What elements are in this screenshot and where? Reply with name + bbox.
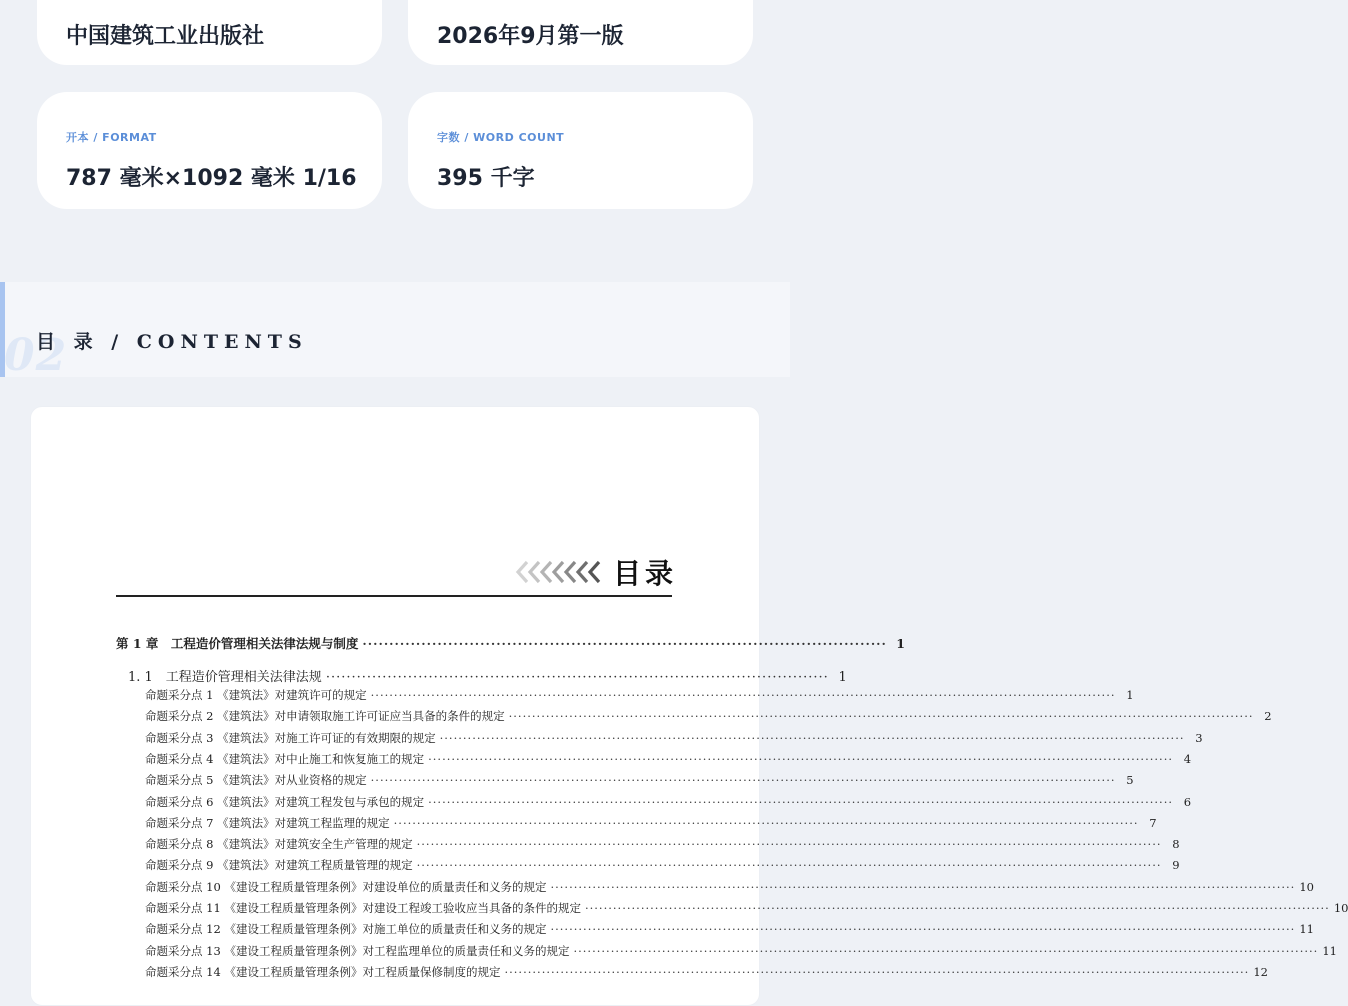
toc-point-page: 10 <box>1333 901 1348 915</box>
toc-point-title: 命题采分点 10 《建设工程质量管理条例》对建设单位的质量责任和义务的规定 <box>145 879 547 894</box>
toc-point-row <box>116 921 1314 941</box>
section-header <box>0 282 790 381</box>
toc-leader-dots: ································································································································································ <box>393 815 1139 830</box>
edition-value: 2026年9月第一版 <box>437 24 624 49</box>
toc-leader-dots: ·································································································· <box>362 636 887 651</box>
toc-point-page: 10 <box>1299 879 1314 894</box>
toc-point-row <box>116 772 1134 792</box>
toc-point-row <box>116 857 1180 877</box>
toc-point-page: 2 <box>1264 709 1272 724</box>
toc-point-title: 命题采分点 7 《建筑法》对建筑工程监理的规定 <box>145 815 390 830</box>
word-count-card <box>408 92 753 209</box>
edition-card <box>408 0 753 65</box>
toc-leader-dots: ································································································································································ <box>439 730 1185 745</box>
toc-leader-dots: ·································································································· <box>325 670 829 685</box>
toc-point-title: 命题采分点 3 《建筑法》对施工许可证的有效期限的规定 <box>145 730 436 745</box>
toc-point-page: 11 <box>1299 922 1314 937</box>
chevrons-icon <box>513 557 605 587</box>
toc-chapter-row <box>116 634 905 654</box>
toc-point-title: 命题采分点 8 《建筑法》对建筑安全生产管理的规定 <box>145 837 413 852</box>
toc-leader-dots: ································································································································································ <box>428 751 1174 766</box>
toc-point-row <box>116 687 1134 707</box>
toc-point-row <box>116 708 1272 728</box>
toc-point-row <box>116 879 1314 899</box>
publisher-value: 中国建筑工业出版社 <box>66 24 265 49</box>
toc-section-title: 1. 1 工程造价管理相关法律法规 <box>128 670 322 685</box>
format-card <box>37 92 382 209</box>
toc-leader-dots: ································································································································································ <box>370 773 1116 788</box>
publisher-card <box>37 0 382 65</box>
toc-point-row <box>116 900 1348 920</box>
toc-leader-dots: ································································································································································ <box>504 964 1250 979</box>
toc-point-row <box>116 794 1192 814</box>
format-value: 787 毫米×1092 毫米 1/16 <box>66 166 357 191</box>
word-count-value: 395 千字 <box>437 166 535 191</box>
toc-leader-dots: ································································································································································ <box>508 709 1254 724</box>
toc-heading: 目录 <box>613 557 678 590</box>
toc-leader-dots: ································································································································································ <box>428 794 1174 809</box>
toc-leader-dots: ································································································································································ <box>370 688 1116 702</box>
toc-leader-dots: ································································································································································ <box>416 858 1162 873</box>
section-number: 02 <box>4 330 68 381</box>
section-title: 目 录 / CONTENTS <box>36 331 308 353</box>
toc-point-page: 1 <box>1126 688 1134 702</box>
toc-point-title: 命题采分点 2 《建筑法》对申请领取施工许可证应当具备的条件的规定 <box>145 709 505 724</box>
toc-point-page: 12 <box>1253 964 1268 979</box>
toc-point-title: 命题采分点 12 《建设工程质量管理条例》对施工单位的质量责任和义务的规定 <box>145 922 547 937</box>
toc-point-title: 命题采分点 11 《建设工程质量管理条例》对建设工程竣工验收应当具备的条件的规定 <box>145 901 581 915</box>
toc-chapter-title: 第 1 章 工程造价管理相关法律法规与制度 <box>116 636 359 651</box>
toc-point-title: 命题采分点 9 《建筑法》对建筑工程质量管理的规定 <box>145 858 413 873</box>
toc-header-rule <box>116 595 672 597</box>
toc-section-page: 1 <box>838 670 847 685</box>
toc-point-title: 命题采分点 14 《建设工程质量管理条例》对工程质量保修制度的规定 <box>145 964 501 979</box>
toc-point-row <box>116 964 1268 984</box>
toc-leader-dots: ································································································································································ <box>416 837 1162 852</box>
toc-leader-dots: ································································································································································ <box>584 901 1330 915</box>
toc-leader-dots: ································································································································································ <box>573 943 1319 958</box>
toc-point-title: 命题采分点 13 《建设工程质量管理条例》对工程监理单位的质量责任和义务的规定 <box>145 943 570 958</box>
toc-point-page: 8 <box>1172 837 1180 852</box>
toc-point-page: 4 <box>1183 751 1192 766</box>
word-count-label: 字数 / WORD COUNT <box>437 131 565 144</box>
toc-point-row <box>116 943 1337 963</box>
toc-point-page: 6 <box>1183 794 1192 809</box>
toc-chapter-page: 1 <box>896 636 905 651</box>
toc-point-title: 命题采分点 1 《建筑法》对建筑许可的规定 <box>145 688 367 702</box>
toc-point-title: 命题采分点 6 《建筑法》对建筑工程发包与承包的规定 <box>145 794 425 809</box>
toc-page-image <box>30 406 1348 1006</box>
toc-point-page: 5 <box>1126 773 1134 788</box>
toc-point-page: 11 <box>1322 943 1337 958</box>
toc-point-title: 命题采分点 5 《建筑法》对从业资格的规定 <box>145 773 367 788</box>
toc-leader-dots: ································································································································································ <box>550 922 1296 937</box>
toc-point-row <box>116 751 1192 771</box>
toc-point-title: 命题采分点 4 《建筑法》对中止施工和恢复施工的规定 <box>145 751 425 766</box>
toc-point-page: 9 <box>1172 858 1180 873</box>
toc-point-page: 3 <box>1195 730 1203 745</box>
format-label: 开本 / FORMAT <box>66 131 157 144</box>
toc-point-page: 7 <box>1149 815 1157 830</box>
toc-point-row <box>116 730 1203 750</box>
toc-point-row <box>116 815 1157 835</box>
toc-leader-dots: ································································································································································ <box>550 879 1296 894</box>
toc-point-row <box>116 836 1180 856</box>
toc-section-row <box>116 666 847 686</box>
